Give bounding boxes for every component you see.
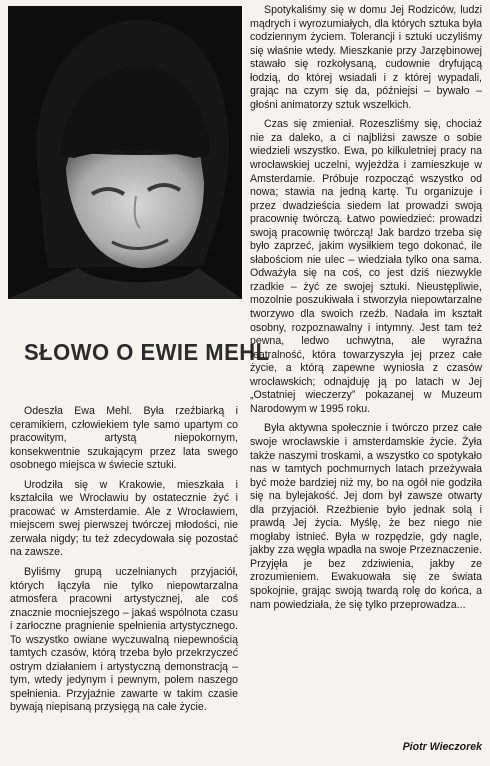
paragraph: Czas się zmieniał. Rozeszliśmy się, chociaż nie za daleko, a ci najbliżsi zawsze o sobie wiedzieli wszystko. Ewa, po kilkuletniej pracy na wrocławskiej uczelni, wyjeżdża i zamieszkuje w Amsterdamie. Próbuje rozpocząć wszystko od nowa; stawia na jedną kartę. Tu organizuje i przez dwadzieścia siedem lat prowadzi swoją pracownię twórczą. Łatwo powiedzieć: prowadzi swoją pracownię twórczą! Jak bardzo trzeba się było zaprzeć, jakim wysiłkiem tego dokonać, ile słabościom nie ulec – wiedziała tylko ona sama. Odważyła się na coś, co jest dziś niezwykle rzadkie – żyć ze swojej sztuki. Nieustępliwie, mozolnie poszukiwała i stworzyła niepowtarzalne tworzywo dla swoich rzeźb. Nadała im kształt osobny, rozpoznawalny i intymny. Jest tam też pewna, ledwo uchwytna, ale wyraźna teatralność, która towarzyszyła jej przez całe życie, a którą zapewne wyniosła z czasów wrocławskich; odnajduję ją po latach w Jej „Ostatniej wieczerzy” pokazanej w Muzeum Narodowym w 1995 roku. bbox=[250, 118, 482, 415]
portrait-photo bbox=[8, 6, 242, 299]
paragraph: Byliśmy grupą uczelnianych przyjaciół, których łączyła nie tylko niepowtarzalna atmosfera pracowni artystycznej, ale coś znacznie mocniejszego – jakaś wspólnota czasu i zarłoczne pragnienie spełnienia artystycznego. To wszystko owiane wyczuwalną niepewnością tamtych czasów, którą trzeba było przekrzyczeć ostrym działaniem i artystyczną demonstracją – tym, wtedy jedynym i pewnym, polem naszego spełnienia. Przyjaźnie zawarte w takim czasie bywają niepisaną przysięgą na całe życie. bbox=[10, 566, 238, 714]
paragraph: Urodziła się w Krakowie, mieszkała i kształciła we Wrocławiu by ostatecznie żyć i pracować w Amsterdamie. Ale z Wrocławiem, miejscem swej pierwszej twórczej młodości, nie zerwała nigdy; tu też zdecydowała się pozostać na zawsze. bbox=[10, 478, 238, 559]
right-column bbox=[250, 4, 482, 612]
article-title: SŁOWO O EWIE MEHL bbox=[24, 339, 270, 366]
paragraph: Spotykaliśmy się w domu Jej Rodziców, ludzi mądrych i wyrozumiałych, dla których sztuka była codziennym życiem. Tolerancji i sztuki uczyliśmy się właśnie wtedy. Mieszkanie przy Jarzębinowej stawało się rozkołysaną, cudownie dryfującą łodzią, do której wsiadali i z której wypadali, grając na czym się da, późniejsi – bywało – głośni animatorzy sztuk wszelkich. bbox=[250, 4, 482, 111]
author-signature: Piotr Wieczorek bbox=[402, 741, 482, 753]
paragraph: Była aktywna społecznie i twórczo przez całe swoje wrocławskie i amsterdamskie życie. Żyła także naszymi troskami, a wszystko co spotykało nas w tamtych pochmurnych latach przeżywała być może bardziej niż my, bo na ogół nie godziła się na bylejakość. Jej dom był zawsze otwarty dla przyjaciół. Rzeźbienie było jednak solą i prawdą Jej życia. Myślę, że bez niego nie mogłaby istnieć. Była w rozpędzie, gdy nagle, jakby zza węgła wpadła na swoje Przeznaczenie. Przyjęła je bez zdziwienia, jakby ze zrozumieniem. Ewakuowała się ze świata spokojnie, grając swoją twardą rolę do końca, a nam powiedziała, że się tylko przeprowadza... bbox=[250, 422, 482, 611]
left-column bbox=[10, 405, 238, 715]
paragraph: Odeszła Ewa Mehl. Była rzeźbiarką i ceramikiem, człowiekiem tyle samo upartym co pracowitym, artystą niepokornym, konsekwentnie szukającym przez lata swego osobnego miejsca w świecie sztuki. bbox=[10, 405, 238, 472]
